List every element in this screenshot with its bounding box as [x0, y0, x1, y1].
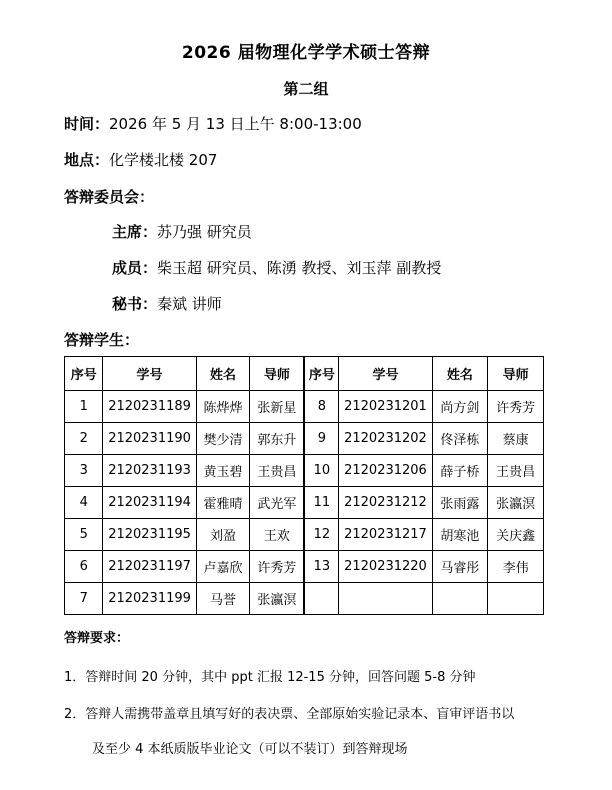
cell-student-id: 2120231220 [339, 551, 432, 583]
time-row [64, 113, 362, 134]
group-title: 第二组 [283, 80, 329, 98]
cell-name: 胡寒池 [432, 519, 488, 551]
col-header-id: 学号 [339, 357, 432, 391]
time-value: 2026 年 5 月 13 日上午 8:00-13:00 [109, 115, 362, 133]
table-header-row [65, 357, 544, 391]
col-header-advisor: 导师 [250, 357, 305, 391]
col-header-advisor: 导师 [488, 357, 544, 391]
students-table-body [65, 391, 544, 615]
cell-name: 张雨露 [432, 487, 488, 519]
cell-student-id: 2120231195 [103, 519, 196, 551]
table-row [65, 487, 544, 519]
requirement-item: 1．答辩时间 20 分钟，其中 ppt 汇报 12-15 分钟，回答问题 5-8 分钟 [64, 670, 476, 685]
cell-name: 马睿彤 [432, 551, 488, 583]
col-header-index: 序号 [65, 357, 103, 391]
cell-index: 13 [304, 551, 338, 583]
cell-index: 5 [65, 519, 103, 551]
cell-advisor: 郭东升 [250, 423, 305, 455]
cell-student-id: 2120231193 [103, 455, 196, 487]
cell-advisor: 许秀芳 [488, 391, 544, 423]
cell-name: 薛子桥 [432, 455, 488, 487]
col-header-index: 序号 [304, 357, 338, 391]
cell-advisor: 张瀛溟 [488, 487, 544, 519]
cell-advisor: 王贵昌 [488, 455, 544, 487]
col-header-name: 姓名 [196, 357, 250, 391]
table-row [65, 423, 544, 455]
chair-row [112, 221, 252, 242]
chair-value: 苏乃强 研究员 [157, 223, 252, 241]
cell-name: 马誉 [196, 583, 250, 615]
cell-name: 樊少清 [196, 423, 250, 455]
students-table [64, 356, 544, 615]
cell-index: 10 [304, 455, 338, 487]
cell-student-id: 2120231206 [339, 455, 432, 487]
cell-name: 黄玉碧 [196, 455, 250, 487]
place-row [64, 149, 217, 170]
cell-index: 8 [304, 391, 338, 423]
col-header-name: 姓名 [432, 357, 488, 391]
cell-student-id: 2120231217 [339, 519, 432, 551]
cell-name: 卢嘉欣 [196, 551, 250, 583]
cell-advisor: 关庆鑫 [488, 519, 544, 551]
members-row [112, 257, 441, 278]
secretary-label: 秘书： [112, 295, 158, 313]
cell-index: 7 [65, 583, 103, 615]
cell-advisor: 许秀芳 [250, 551, 305, 583]
members-value: 柴玉超 研究员、陈湧 教授、刘玉萍 副教授 [157, 259, 442, 277]
committee-heading: 答辩委员会： [64, 188, 155, 206]
cell-student-id: 2120231202 [339, 423, 432, 455]
chair-label: 主席： [112, 223, 158, 241]
requirements-heading: 答辩要求： [64, 631, 130, 646]
col-header-id: 学号 [103, 357, 196, 391]
cell-student-id [339, 583, 432, 615]
place-value: 化学楼北楼 207 [109, 151, 218, 169]
table-row [65, 551, 544, 583]
cell-name: 刘盈 [196, 519, 250, 551]
table-row [65, 391, 544, 423]
cell-name: 尚方剑 [432, 391, 488, 423]
cell-student-id: 2120231199 [103, 583, 196, 615]
cell-name: 佟泽栋 [432, 423, 488, 455]
cell-index: 4 [65, 487, 103, 519]
cell-advisor: 王欢 [250, 519, 305, 551]
cell-advisor: 李伟 [488, 551, 544, 583]
place-label: 地点： [64, 151, 110, 169]
cell-advisor: 张瀛溟 [250, 583, 305, 615]
cell-index: 12 [304, 519, 338, 551]
table-row [65, 455, 544, 487]
cell-student-id: 2120231189 [103, 391, 196, 423]
cell-advisor: 武光军 [250, 487, 305, 519]
cell-student-id: 2120231190 [103, 423, 196, 455]
students-heading: 答辩学生： [64, 331, 140, 349]
cell-index [304, 583, 338, 615]
cell-index: 1 [65, 391, 103, 423]
cell-advisor: 王贵昌 [250, 455, 305, 487]
cell-name: 霍雅晴 [196, 487, 250, 519]
time-label: 时间： [64, 115, 110, 133]
table-row [65, 583, 544, 615]
requirement-item-continued: 及至少 4 本纸质版毕业论文（可以不装订）到答辩现场 [92, 742, 408, 757]
cell-index: 3 [65, 455, 103, 487]
cell-student-id: 2120231194 [103, 487, 196, 519]
secretary-value: 秦斌 讲师 [157, 295, 222, 313]
cell-advisor: 张新星 [250, 391, 305, 423]
cell-index: 9 [304, 423, 338, 455]
cell-name: 陈烨烨 [196, 391, 250, 423]
cell-index: 2 [65, 423, 103, 455]
document-title: 2026 届物理化学学术硕士答辩 [181, 43, 431, 63]
cell-index: 6 [65, 551, 103, 583]
cell-name [432, 583, 488, 615]
members-label: 成员： [112, 259, 158, 277]
cell-student-id: 2120231212 [339, 487, 432, 519]
secretary-row [112, 293, 222, 314]
requirement-item: 2．答辩人需携带盖章且填写好的表决票、全部原始实验记录本、盲审评语书以 [64, 707, 515, 722]
cell-advisor [488, 583, 544, 615]
cell-index: 11 [304, 487, 338, 519]
cell-student-id: 2120231201 [339, 391, 432, 423]
cell-advisor: 蔡康 [488, 423, 544, 455]
cell-student-id: 2120231197 [103, 551, 196, 583]
table-row [65, 519, 544, 551]
